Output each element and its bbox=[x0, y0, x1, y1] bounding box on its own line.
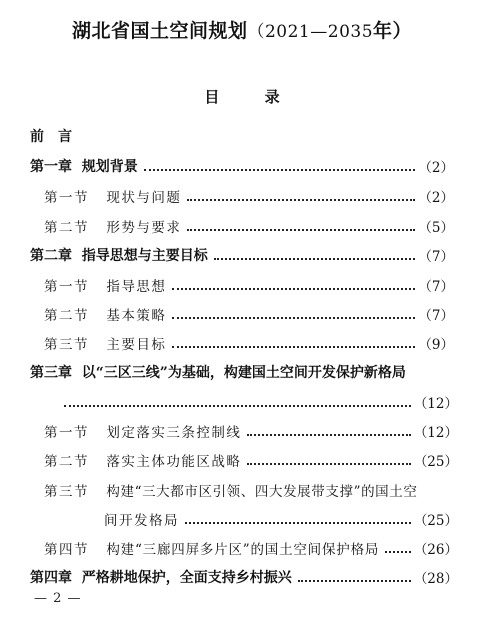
leader-dots bbox=[187, 228, 415, 231]
section-number: 第一节 bbox=[44, 425, 89, 441]
page-footer-number: — 2 — bbox=[34, 591, 82, 606]
page-number: （7） bbox=[418, 249, 454, 265]
toc-section[interactable] bbox=[44, 446, 458, 470]
toc-chapter-3[interactable] bbox=[30, 358, 454, 382]
page-number: （12） bbox=[413, 396, 458, 412]
leader-dots bbox=[185, 521, 411, 524]
leader-dots bbox=[172, 345, 415, 348]
title-years: （2021—2035 bbox=[247, 22, 374, 42]
page-number: （2） bbox=[418, 190, 454, 206]
section-title: 划定落实三条控制线 bbox=[106, 425, 242, 441]
section-number: 第三节 bbox=[44, 337, 89, 353]
document-title bbox=[0, 16, 484, 43]
chapter-title: 指导思想与主要目标 bbox=[81, 248, 208, 264]
page-number: （2） bbox=[418, 160, 454, 176]
chapter-number: 第二章 bbox=[30, 248, 72, 264]
page-number: （25） bbox=[413, 513, 458, 529]
toc-section[interactable] bbox=[44, 534, 458, 558]
section-number: 第一节 bbox=[44, 190, 89, 206]
leader-dots bbox=[172, 287, 415, 290]
chapter-title: 规划背景 bbox=[81, 159, 138, 175]
leader-dots bbox=[64, 404, 411, 407]
page-number: （7） bbox=[418, 279, 454, 295]
page-number: （12） bbox=[413, 425, 458, 441]
section-number: 第一节 bbox=[44, 279, 89, 295]
chapter-number: 第四章 bbox=[30, 570, 72, 586]
section-title: 主要目标 bbox=[106, 337, 167, 353]
toc-chapter-2[interactable] bbox=[30, 241, 454, 265]
page-number: （25） bbox=[413, 454, 458, 470]
leader-dots bbox=[187, 198, 415, 201]
toc-section[interactable] bbox=[44, 329, 454, 353]
toc-preface-label: 前 言 bbox=[30, 129, 72, 145]
section-title-line2: 间开发格局 bbox=[104, 513, 179, 529]
toc-section[interactable] bbox=[44, 182, 454, 206]
toc-section[interactable] bbox=[44, 212, 454, 236]
section-title: 形势与要求 bbox=[106, 220, 182, 236]
leader-dots bbox=[172, 316, 415, 319]
page-number: （9） bbox=[418, 337, 454, 353]
toc-section[interactable] bbox=[44, 300, 454, 324]
page-number: （7） bbox=[418, 308, 454, 324]
toc-section[interactable] bbox=[44, 417, 458, 441]
toc-heading: 目 录 bbox=[204, 88, 300, 106]
leader-dots bbox=[385, 550, 411, 553]
toc-chapter-1[interactable] bbox=[30, 152, 454, 176]
leader-dots bbox=[247, 433, 410, 436]
toc-section[interactable] bbox=[44, 271, 454, 295]
section-number: 第二节 bbox=[44, 454, 89, 470]
title-suffix: 年） bbox=[373, 20, 413, 42]
leader-dots bbox=[144, 168, 416, 171]
toc-chapter-3-continuation[interactable] bbox=[64, 388, 458, 412]
leader-dots bbox=[247, 462, 410, 465]
page-number: （28） bbox=[413, 571, 458, 587]
title-main: 湖北省国土空间规划 bbox=[71, 20, 248, 42]
chapter-number: 第三章 bbox=[30, 365, 72, 381]
section-number: 第四节 bbox=[44, 542, 89, 558]
toc-section-multiline-continuation[interactable] bbox=[104, 505, 458, 529]
leader-dots bbox=[298, 579, 411, 582]
page-number: （5） bbox=[418, 220, 454, 236]
section-title: 现状与问题 bbox=[106, 190, 182, 206]
section-title: 构建“三廊四屏多片区”的国土空间保护格局 bbox=[106, 542, 380, 558]
chapter-title: 以“三区三线”为基础，构建国土空间开发保护新格局 bbox=[81, 365, 406, 381]
section-title: 落实主体功能区战略 bbox=[106, 454, 242, 470]
page-number: （26） bbox=[413, 542, 458, 558]
chapter-title: 严格耕地保护，全面支持乡村振兴 bbox=[81, 570, 292, 586]
leader-dots bbox=[214, 257, 416, 260]
section-number: 第二节 bbox=[44, 308, 89, 324]
section-number: 第三节 bbox=[44, 484, 89, 500]
section-title: 指导思想 bbox=[106, 279, 167, 295]
section-title-line1: 构建“三大都市区引领、四大发展带支撑”的国土空 bbox=[106, 484, 418, 500]
section-number: 第二节 bbox=[44, 220, 89, 236]
toc-section-multiline[interactable] bbox=[44, 476, 458, 500]
toc-chapter-4[interactable] bbox=[30, 563, 458, 587]
toc-preface[interactable] bbox=[30, 122, 450, 146]
chapter-number: 第一章 bbox=[30, 159, 72, 175]
section-title: 基本策略 bbox=[106, 308, 167, 324]
